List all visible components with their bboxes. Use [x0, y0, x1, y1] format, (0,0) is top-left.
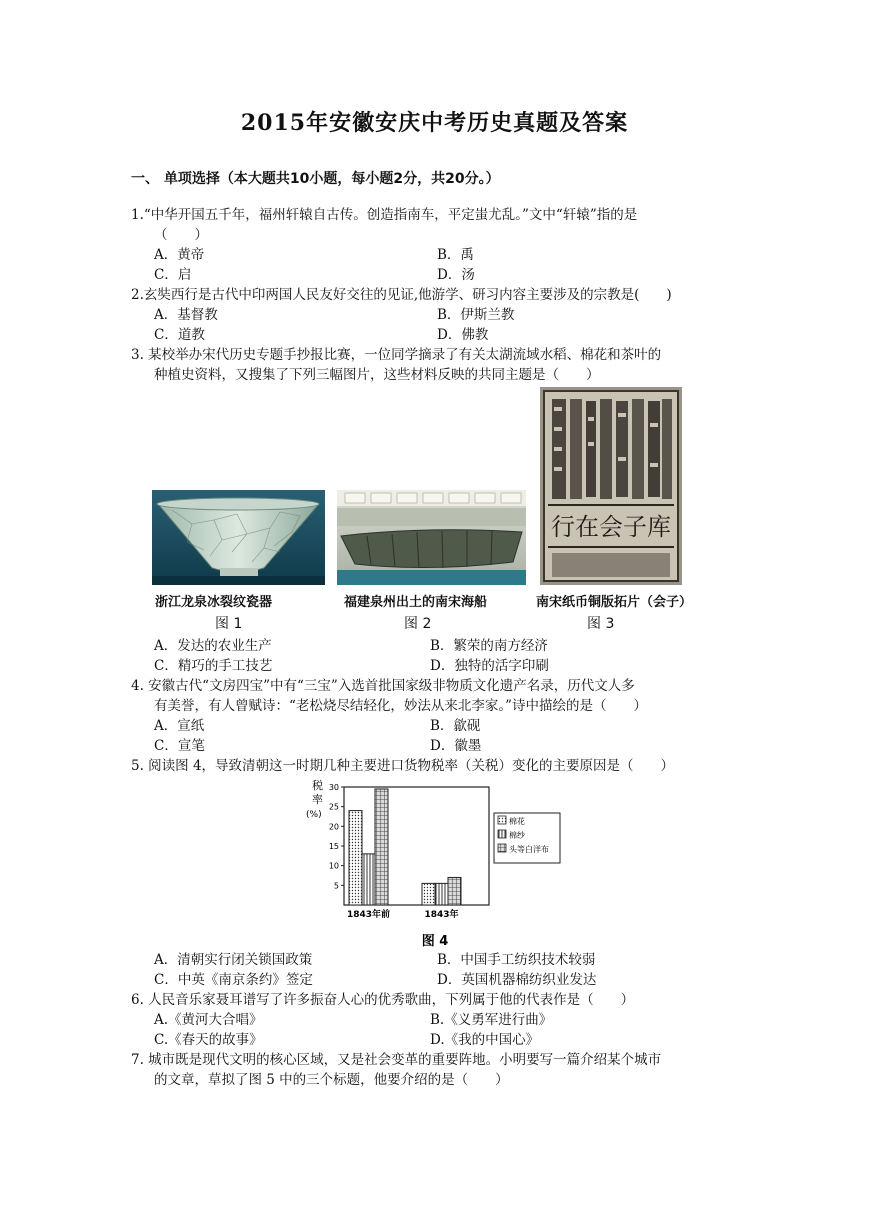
figure-3-label: 图 3: [587, 616, 615, 632]
q6-stem: 6. 人民音乐家聂耳谱写了许多振奋人心的优秀歌曲，下列属于他的代表作是（ ）: [131, 992, 635, 1008]
figure-2-caption: 福建泉州出土的南宋海船: [344, 595, 488, 610]
q6-option-c: C.《春天的故事》: [154, 1032, 263, 1048]
q3-option-b: B．繁荣的南方经济: [430, 638, 548, 654]
section-heading: 一、 单项选择（本大题共10小题，每小题2分，共20分。）: [131, 171, 500, 187]
q1-option-c: C．启: [154, 267, 192, 283]
q2-option-b: B．伊斯兰教: [437, 307, 515, 323]
q4-option-a: A．宣纸: [154, 718, 205, 734]
y-tick-label: 5: [333, 881, 339, 891]
q3-stem-cont: 种植史资料，又搜集了下列三幅图片，这些材料反映的共同主题是（ ）: [154, 367, 600, 383]
y-axis-unit: (%): [306, 810, 322, 820]
q1-option-d: D．汤: [437, 267, 475, 283]
q3-option-a: A．发达的农业生产: [154, 638, 272, 654]
bar-棉花-1843年前: [349, 811, 362, 905]
figure-3-seal-text: 行在会子库: [551, 513, 671, 541]
q3-stem: 3. 某校举办宋代历史专题手抄报比赛，一位同学摘录了有关太湖流域水稻、棉花和茶叶的: [131, 347, 662, 363]
q6-option-d: D.《我的中国心》: [430, 1032, 540, 1048]
q2-option-c: C．道教: [154, 327, 205, 343]
legend-label-棉纱: 棉纱: [509, 831, 525, 840]
y-axis-label-mid: 率: [312, 793, 323, 806]
q4-stem: 4. 安徽古代“文房四宝”中有“三宝”入选首批国家级非物质文化遗产名录，历代文人多: [131, 678, 635, 694]
bar-棉纱-1843年: [435, 883, 448, 905]
figure-4-tariff-bar-chart: [300, 775, 580, 950]
q2-option-d: D．佛教: [437, 327, 489, 343]
figure-3-caption: 南宋纸币铜版拓片（会子）: [536, 595, 693, 610]
q2-stem: 2.玄奘西行是古代中印两国人民友好交往的见证,他游学、研习内容主要涉及的宗教是( ): [131, 287, 672, 303]
q4-option-c: C．宣笔: [154, 738, 205, 754]
bar-棉花-1843年: [422, 883, 435, 905]
q3-option-d: D．独特的活字印刷: [430, 658, 549, 674]
q2-option-a: A．基督教: [154, 307, 218, 323]
legend-swatch-棉花: [498, 816, 506, 824]
q4-stem-cont: 有美誉，有人曾赋诗：“老松烧尽结轻化，妙法从来北李家。”诗中描绘的是（ ）: [154, 698, 648, 714]
legend-label-棉花: 棉花: [509, 817, 525, 826]
q5-option-c: C．中英《南京条约》签定: [154, 972, 313, 988]
figure-2-label: 图 2: [404, 616, 432, 632]
figure-1-bowl-photo: [152, 490, 325, 585]
y-axis-label-top: 税: [312, 779, 323, 792]
q5-option-d: D．英国机器棉纺织业发达: [437, 972, 597, 988]
x-category-label: 1843年: [424, 910, 459, 920]
legend-swatch-头等白洋布: [498, 844, 506, 852]
bar-头等白洋布-1843年前: [375, 789, 388, 905]
y-tick-label: 10: [328, 861, 339, 871]
y-tick-label: 30: [328, 783, 339, 792]
q7-stem-cont: 的文章，草拟了图 5 中的三个标题，他要介绍的是（ ）: [154, 1072, 509, 1088]
q4-option-d: D．徽墨: [430, 738, 482, 754]
bar-棉纱-1843年前: [362, 854, 375, 905]
figure-1-caption: 浙江龙泉冰裂纹瓷器: [155, 595, 273, 610]
figure-4-label: 图 4: [421, 934, 449, 949]
x-category-label: 1843年前: [346, 910, 391, 920]
q6-option-b: B.《义勇军进行曲》: [430, 1012, 553, 1028]
q1-option-a: A．黄帝: [154, 247, 205, 263]
q1-stem: 1.“中华开国五千年，福州轩辕自古传。创造指南车，平定蚩尤乱。”文中“轩辕”指的是: [131, 207, 638, 223]
legend-label-头等白洋布: 头等白洋布: [509, 845, 549, 854]
page-title: 2015年安徽安庆中考历史真题及答案: [240, 110, 629, 136]
q1-stem-cont: （ ）: [154, 227, 208, 243]
q4-option-b: B．歙砚: [430, 718, 481, 734]
bar-头等白洋布-1843年: [448, 877, 461, 905]
q7-stem: 7. 城市既是现代文明的核心区域，又是社会变革的重要阵地。小明要写一篇介绍某个城市: [131, 1052, 662, 1068]
q5-option-a: A．清朝实行闭关锁国政策: [154, 952, 313, 968]
figure-2-ship-photo: [337, 490, 526, 585]
legend-swatch-棉纱: [498, 830, 506, 838]
figure-3-paper-money-rubbing: [540, 387, 682, 585]
q6-option-a: A.《黄河大合唱》: [154, 1012, 263, 1028]
y-tick-label: 20: [328, 822, 339, 832]
y-tick-label: 15: [328, 842, 339, 851]
q5-option-b: B．中国手工纺织技术较弱: [437, 952, 596, 968]
q3-option-c: C．精巧的手工技艺: [154, 658, 273, 674]
y-tick-label: 25: [328, 802, 339, 812]
figure-1-label: 图 1: [215, 616, 243, 632]
q5-stem: 5. 阅读图 4，导致清朝这一时期几种主要进口货物税率（关税）变化的主要原因是（ ）: [131, 758, 675, 774]
q1-option-b: B．禹: [437, 247, 474, 263]
